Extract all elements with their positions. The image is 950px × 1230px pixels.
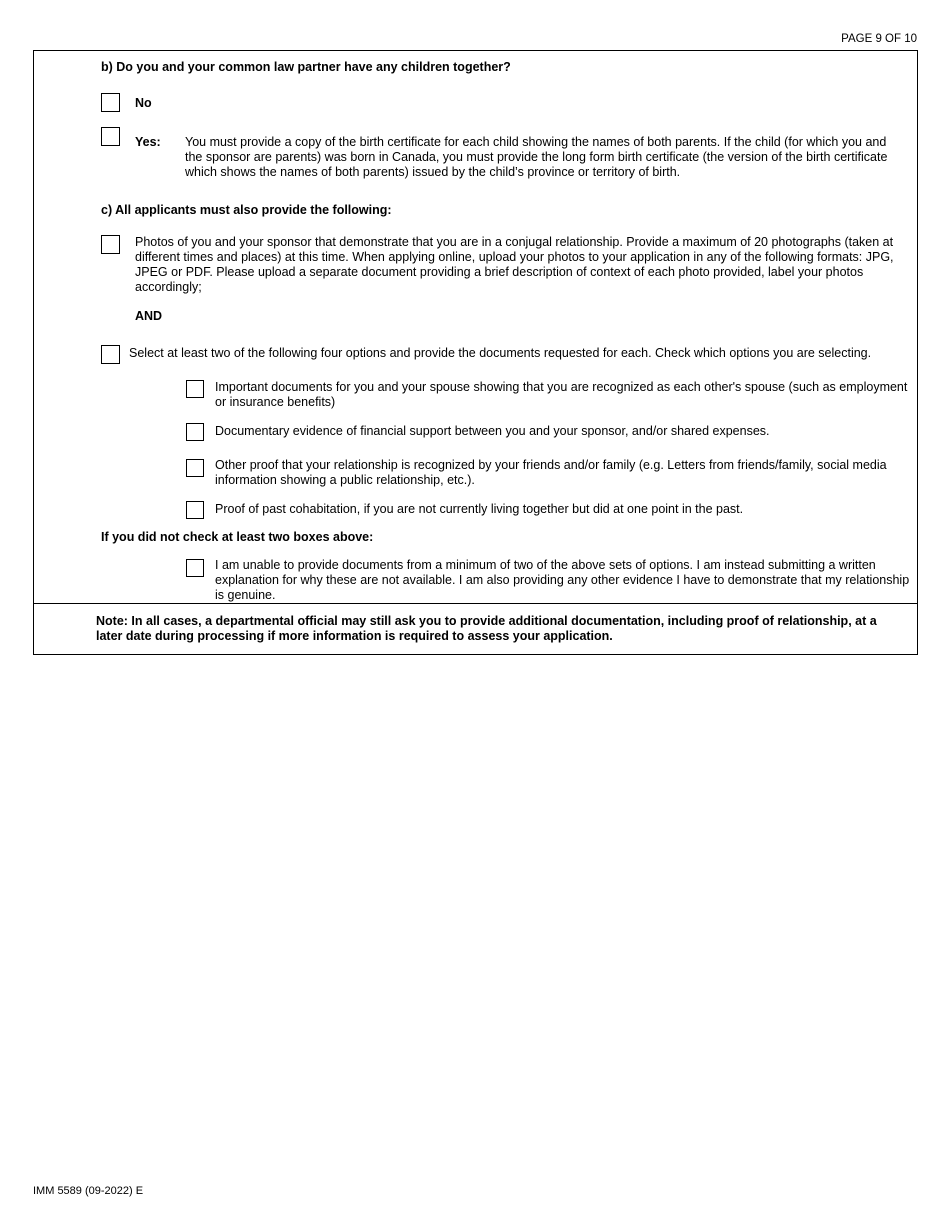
option-financial-support: Documentary evidence of financial support between you and your sponsor, and/or shared expenses. [215,424,770,438]
fallback-explanation: I am unable to provide documents from a minimum of two of the above sets of options. I am instead submitting a written explanation for why these are not available. I am also providing any other evidence I have to demonstrate that my relationship is genuine. [215,558,910,602]
option-recognized-proof: Other proof that your relationship is recognized by your friends and/or family (e.g. Letters from friends/family, social media information showing a public relationship, etc.). [215,458,887,487]
form-code: IMM 5589 (09-2022) E [33,1185,144,1197]
note-text: Note: In all cases, a departmental official may still ask you to provide additional documentation, including proof of relationship, at a later date during processing if more information is required to assess your application. [96,614,877,643]
heading-fallback: If you did not check at least two boxes above: [101,530,374,544]
option-cohabitation: Proof of past cohabitation, if you are not currently living together but did at one point in the past. [215,502,744,516]
checkbox-option-cohabitation[interactable] [186,501,204,519]
yes-instructions: You must provide a copy of the birth certificate for each child showing the names of both parents. If the child (for which you and the sponsor are parents) was born in Canada, you must provide the long form birth certificate (the version of the birth certificate which shows the names of both parents) issued by the child’s province or territory of birth. [185,135,888,179]
label-and: AND [135,309,163,323]
checkbox-no[interactable] [101,93,120,112]
checkbox-option-financial-support[interactable] [186,423,204,441]
label-no: No [135,96,152,110]
heading-all-applicants: c) All applicants must also provide the following: [101,203,392,217]
question-children: b) Do you and your common law partner have any children together? [101,60,511,74]
option-spouse-documents: Important documents for you and your spouse showing that you are recognized as each other's spouse (such as employment or insurance benefits) [215,380,908,409]
page-number: PAGE 9 OF 10 [841,33,917,45]
note-divider [33,603,918,604]
label-yes: Yes: [135,135,161,149]
checkbox-photos[interactable] [101,235,120,254]
checkbox-fallback-explanation[interactable] [186,559,204,577]
checkbox-yes[interactable] [101,127,120,146]
photos-instructions: Photos of you and your sponsor that demonstrate that you are in a conjugal relationship. Provide a maximum of 20 photographs (taken at different times and places) at this time. When applying online, upload your photos to your application in any of the following formats: JPG, JPEG or PDF. Please upload a separate document providing a brief description of context of each photo provided, label your photos accordingly; [135,235,894,294]
select-options-instructions: Select at least two of the following four options and provide the documents requested for each. Check which options you are selecting. [129,346,872,360]
checkbox-option-spouse-documents[interactable] [186,380,204,398]
checkbox-select-options[interactable] [101,345,120,364]
checkbox-option-recognized-proof[interactable] [186,459,204,477]
